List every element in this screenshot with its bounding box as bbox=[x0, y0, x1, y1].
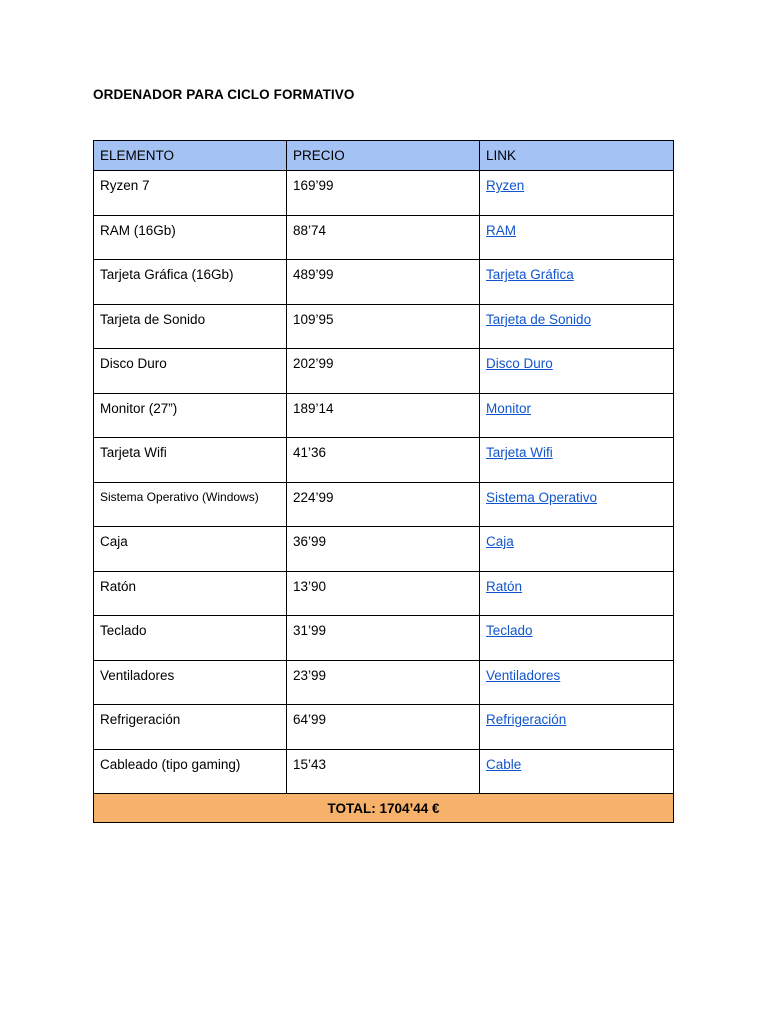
price-cell: 64’99 bbox=[287, 705, 480, 750]
table-row bbox=[94, 393, 674, 438]
product-link[interactable]: Ratón bbox=[486, 578, 523, 594]
table-header-row bbox=[94, 141, 674, 171]
price-cell: 224’99 bbox=[287, 482, 480, 527]
price-cell: 15’43 bbox=[287, 749, 480, 794]
element-cell: Ryzen 7 bbox=[94, 171, 287, 216]
link-cell bbox=[480, 171, 674, 216]
price-cell: 109’95 bbox=[287, 304, 480, 349]
table-row bbox=[94, 260, 674, 305]
price-cell: 489’99 bbox=[287, 260, 480, 305]
link-cell bbox=[480, 438, 674, 483]
element-cell: Tarjeta de Sonido bbox=[94, 304, 287, 349]
header-link: LINK bbox=[480, 141, 674, 171]
table-row bbox=[94, 705, 674, 750]
document-title: ORDENADOR PARA CICLO FORMATIVO bbox=[93, 87, 355, 102]
header-elemento: ELEMENTO bbox=[94, 141, 287, 171]
product-link[interactable]: Teclado bbox=[486, 623, 533, 638]
link-cell bbox=[480, 571, 674, 616]
element-cell: Tarjeta Gráfica (16Gb) bbox=[94, 260, 287, 305]
table-row bbox=[94, 349, 674, 394]
table-row bbox=[94, 304, 674, 349]
link-cell bbox=[480, 705, 674, 750]
table-row bbox=[94, 215, 674, 260]
link-cell bbox=[480, 393, 674, 438]
element-cell: Caja bbox=[94, 527, 287, 572]
product-link[interactable]: Monitor bbox=[486, 400, 532, 416]
product-link[interactable]: RAM bbox=[486, 222, 516, 238]
price-cell: 202’99 bbox=[287, 349, 480, 394]
link-cell bbox=[480, 349, 674, 394]
product-link[interactable]: Tarjeta de Sonido bbox=[486, 311, 592, 327]
product-link[interactable]: Disco Duro bbox=[486, 356, 553, 371]
link-cell bbox=[480, 260, 674, 305]
element-cell: Cableado (tipo gaming) bbox=[94, 749, 287, 794]
table-row bbox=[94, 571, 674, 616]
product-link[interactable]: Caja bbox=[486, 534, 514, 549]
element-cell: Monitor (27”) bbox=[94, 393, 287, 438]
total-row bbox=[94, 794, 674, 823]
product-link[interactable]: Tarjeta Wifi bbox=[486, 445, 553, 460]
element-cell: Refrigeración bbox=[94, 705, 287, 750]
product-link[interactable]: Sistema Operativo bbox=[486, 489, 598, 505]
table-row bbox=[94, 616, 674, 661]
link-cell bbox=[480, 527, 674, 572]
price-cell: 189’14 bbox=[287, 393, 480, 438]
link-cell bbox=[480, 482, 674, 527]
product-link[interactable]: Tarjeta Gráfica bbox=[486, 267, 574, 282]
price-cell: 23’99 bbox=[287, 660, 480, 705]
link-cell bbox=[480, 749, 674, 794]
table-row bbox=[94, 438, 674, 483]
element-cell: Tarjeta Wifi bbox=[94, 438, 287, 483]
header-precio: PRECIO bbox=[287, 141, 480, 171]
table-row bbox=[94, 749, 674, 794]
element-cell: Disco Duro bbox=[94, 349, 287, 394]
table-row bbox=[94, 660, 674, 705]
price-cell: 36’99 bbox=[287, 527, 480, 572]
table-row bbox=[94, 482, 674, 527]
total-cell: TOTAL: 1704’44 € bbox=[94, 794, 674, 823]
price-cell: 41’36 bbox=[287, 438, 480, 483]
element-cell: Ratón bbox=[94, 571, 287, 616]
element-cell: Sistema Operativo (Windows) bbox=[94, 482, 287, 527]
product-link[interactable]: Ryzen bbox=[486, 178, 525, 193]
link-cell bbox=[480, 215, 674, 260]
product-link[interactable]: Refrigeración bbox=[486, 712, 567, 727]
product-link[interactable]: Cable bbox=[486, 756, 522, 772]
price-cell: 88’74 bbox=[287, 215, 480, 260]
components-table bbox=[93, 140, 674, 823]
price-cell: 169’99 bbox=[287, 171, 480, 216]
product-link[interactable]: Ventiladores bbox=[486, 667, 561, 683]
link-cell bbox=[480, 660, 674, 705]
link-cell bbox=[480, 616, 674, 661]
link-cell bbox=[480, 304, 674, 349]
table-row bbox=[94, 171, 674, 216]
element-cell: Ventiladores bbox=[94, 660, 287, 705]
element-cell: RAM (16Gb) bbox=[94, 215, 287, 260]
element-cell: Teclado bbox=[94, 616, 287, 661]
table-row bbox=[94, 527, 674, 572]
price-cell: 31’99 bbox=[287, 616, 480, 661]
price-cell: 13’90 bbox=[287, 571, 480, 616]
